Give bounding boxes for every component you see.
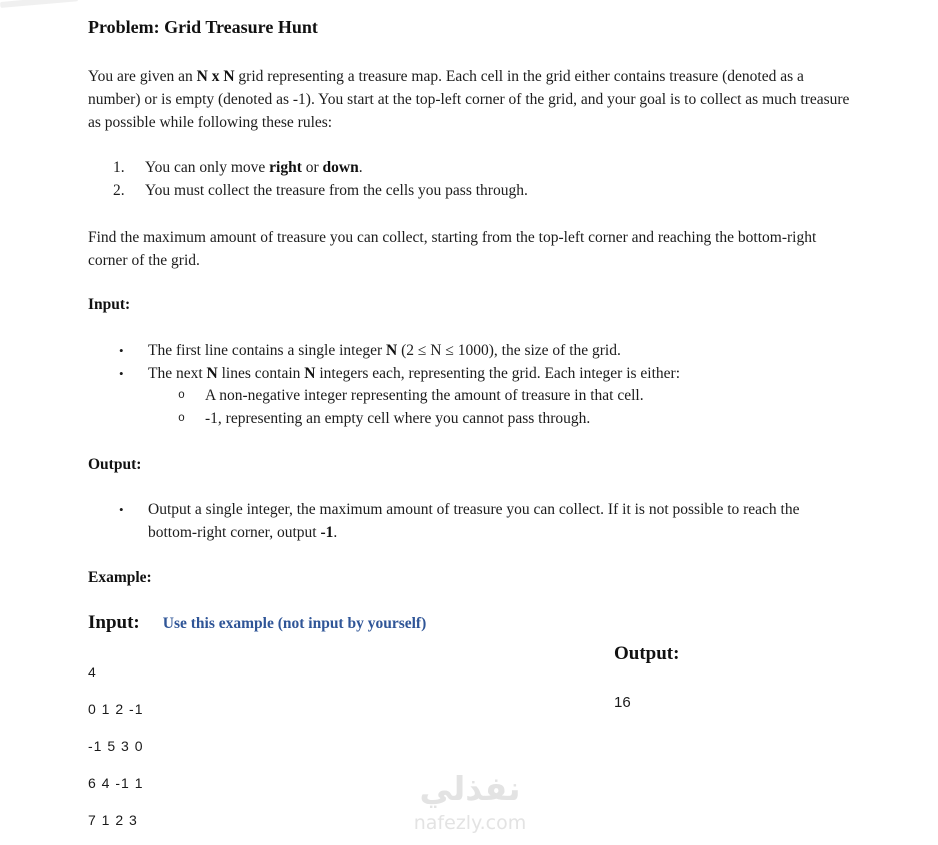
rule-1-bold-down: down [322,159,359,176]
output-b-seg: Output a single integer, the maximum amount of treasure you can collect. If it is not possible to reach the bottom-right corner, output [148,501,800,541]
watermark-domain-text: nafezly.com [413,812,527,834]
output-bullet-text [148,499,819,544]
rules-list [113,156,528,202]
rule-1-period: . [358,159,363,176]
example-input-heading: Input: [88,612,140,633]
example-input-line-row3: 6 4 -1 1 [88,775,144,791]
bullet-icon: • [119,365,124,381]
input-b2-bold-n1: N [206,364,218,382]
input-sub-bullet-1 [178,385,859,408]
input-b2-seg: The next [148,364,207,382]
input-sub-1-text: A non-negative integer representing the amount of treasure in that cell. [205,387,644,404]
example-input-header [88,612,426,634]
input-bullet-1 [119,340,859,363]
example-input-line-n: 4 [88,664,97,680]
input-bullet-2-text [148,363,680,386]
input-bullet-2 [119,363,859,386]
output-section-heading: Output: [88,456,142,473]
example-output-heading: Output: [614,643,680,664]
intro-text: You are given an [88,68,197,85]
input-section-heading: Input: [88,296,131,313]
intro-paragraph [88,65,853,134]
page-corner-artifact [0,0,78,8]
input-bullet-list [119,340,859,430]
input-bullet-1-text [148,340,621,363]
rule-item-1 [113,156,528,179]
output-bullet-1 [119,499,819,544]
input-b1-seg: The first line contains a single integer [148,342,387,359]
rule-1-seg: You can only move [145,159,270,176]
rule-1-bold-right: right [269,159,302,176]
list-number-1: 1. [113,159,125,176]
bullet-icon: • [119,502,124,517]
input-sub-2-text: -1, representing an empty cell where you cannot pass through. [205,409,591,427]
example-output-value: 16 [614,694,631,711]
bullet-icon: • [119,343,124,358]
sub-bullet-icon: o [178,411,185,425]
input-b2-seg3: integers each, representing the grid. Each integer is either: [315,364,681,382]
goal-paragraph: Find the maximum amount of treasure you can collect, starting from the top-left corner and reaching the bottom-right corner of the grid. [88,229,817,269]
example-input-line-row4: 7 1 2 3 [88,812,138,828]
watermark [370,765,570,833]
rule-1-text [145,156,363,179]
input-b2-bold-n2: N [304,364,316,382]
intro-bold-nxn: N x N [196,68,235,85]
example-input-line-row1: 0 1 2 -1 [88,701,144,717]
example-section-heading: Example: [88,569,152,586]
list-number-2: 2. [113,182,125,199]
input-sub-bullet-2 [178,408,859,431]
input-b1-bold-n: N [386,342,398,359]
input-b1-seg2: (2 ≤ N ≤ 1000), the size of the grid. [397,342,621,359]
intro-text-cont: grid representing a treasure map. Each cell in the grid either contains treasure (denoted as a number) or is empty (denoted as -1). You start at the top-left corner of the grid, and your goal is to collect as much treasure as possible while following these rules: [88,68,850,131]
output-b-period: . [333,523,338,541]
example-note: Use this example (not input by yourself) [162,615,427,632]
output-bullet-list [119,499,819,544]
output-b-bold-neg1: -1 [320,523,334,541]
sub-bullet-icon: o [178,389,185,402]
problem-title: Problem: Grid Treasure Hunt [88,17,318,37]
example-input-line-row2: -1 5 3 0 [88,738,144,754]
input-b2-seg2: lines contain [217,364,305,382]
watermark-arabic-logo: نفذلي [419,769,521,808]
rule-2-text: You must collect the treasure from the cells you pass through. [145,182,528,199]
rule-1-seg2: or [301,159,323,176]
rule-item-2 [113,179,528,202]
